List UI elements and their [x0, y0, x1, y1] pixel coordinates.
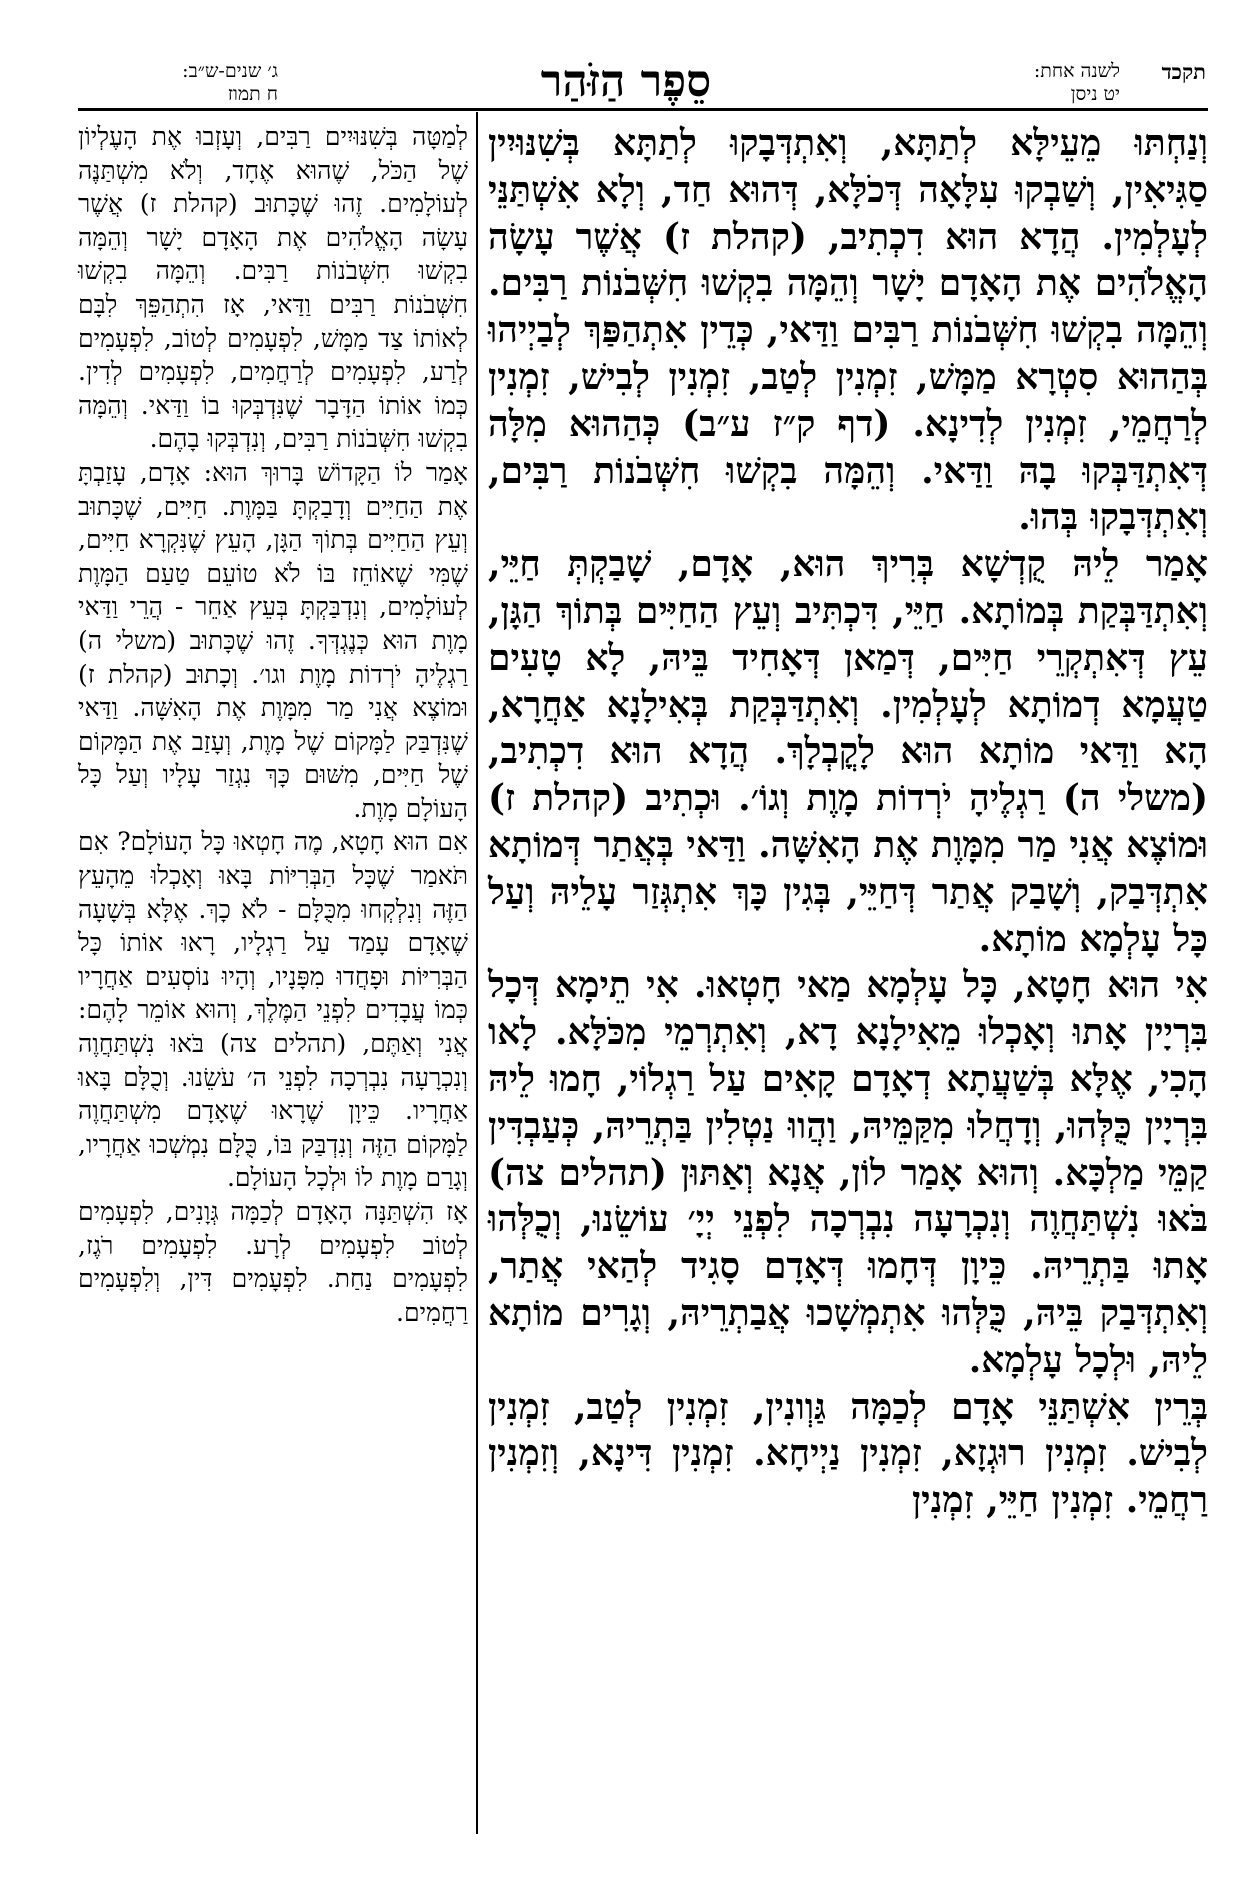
aramaic-paragraph-4: בְּרֵין אִשְׁתַּנֵּי אָדָם לְכַמָּה גַּוְונִין, זִמְנִין לְטַב, זִמְנִין לְבִישׁ. זִמְנִין רוּגְזָא, זִמְנִין נַיְיחָא. זִמְנִין דִּינָא, וְזִמְנִין רַחֲמֵי. זִמְנִין חַיֵּי, זִמְנִין [488, 1385, 1208, 1522]
book-title: סֵפֶר הַזֹּהַר [540, 56, 712, 107]
aramaic-paragraph-3: אִי הוּא חָטָא, כָּל עָלְמָא מַאי חָטְאוּ. אִי תֵימָא דְּכָל בִּרְיָין אָתוּ וְאָכְלוּ מֵאִילָנָא דָא, וְאִתְרְמֵי מִכֹּלָּא. לָאו הָכִי, אֶלָּא בְּשַׁעֲתָא דְאָדָם קָאִים עַל רַגְלוֹי, חָמוּ לֵיהּ בִּרְיָין כֻּלְּהוּ, וְדָחֲלוּ מִקַּמֵּיהּ, וַהֲווּ נַטְלִין בַּתְרֵיהּ, כְּעַבְדִּין קַמֵּי מַלְכָּא. וְהוּא אָמַר לוֹן, אֲנָא וְאַתּוּן (תהלים צה) בֹּאוּ נִשְׁתַּחֲוֶה וְנִכְרָעָה נִבְרְכָה לִפְנֵי יְיָ׳ עוֹשֵׂנוּ, וְכֻלְּהוּ אָתוּ בַּתְרֵיהּ. כֵּיוָן דְּחָמוּ דְּאָדָם סָגִיד לְהַאי אֲתַר, וְאִתְדְּבַק בֵּיהּ, כֻּלְּהוּ אִתְמְשָׁכוּ אֲבַתְרֵיהּ, וְגָרִים מוֹתָא לֵיהּ, וּלְכָל עָלְמָא. [488, 964, 1209, 1381]
hebrew-translation-column [78, 120, 468, 1329]
one-year-cycle [920, 60, 1120, 106]
three-year-cycle [78, 60, 278, 106]
one-year-cycle-label: לשנה אחת: [1033, 60, 1120, 82]
hebrew-paragraph-4: אָז הִשְׁתַּנָּה הָאָדָם לְכַמָּה גְּוָנִים, לִפְעָמִים לְטוֹב לִפְעָמִים לְרָע. לִפְעָמִים רֹגֶז, לִפְעָמִים נַחַת. לִפְעָמִים דִּין, וְלִפְעָמִים רַחֲמִים. [78, 1197, 468, 1327]
hebrew-paragraph-2: אָמַר לוֹ הַקָּדוֹשׁ בָּרוּךְ הוּא: אָדָם, עָזַבְתָּ אֶת הַחַיִּים וְדָבַקְתָּ בַּמָּוֶת. חַיִּים, שֶׁכָּתוּב וְעֵץ הַחַיִּים בְּתוֹךְ הַגָּן, הָעֵץ שֶׁנִּקְרָא חַיִּים, שֶׁמִּי שֶׁאוֹחֵז בּוֹ לֹא טוֹעֵם טַעַם הַמָּוֶת לְעוֹלָמִים, וְנִדְבַּקְתָּ בְּעֵץ אַחֵר - הֲרֵי וַדַּאי מָוֶת הוּא כְּנֶגְדְּךָ. זֶהוּ שֶׁכָּתוּב (משלי ה) רַגְלֶיהָ יֹרְדוֹת מָוֶת וגו׳. וְכָתוּב (קהלת ז) וּמוֹצֶא אֲנִי מַר מִמָּוֶת אֶת הָאִשָּׁה. וַדַּאי שֶׁנִּדְבַּק לַמָּקוֹם שֶׁל מָוֶת, וְעָזַב אֶת הַמָּקוֹם שֶׁל חַיִּים, מִשּׁוּם כָּךְ נִגְזַר עָלָיו וְעַל כָּל הָעוֹלָם מָוֶת. [78, 457, 468, 823]
header-rule [78, 108, 1208, 111]
three-year-cycle-label: ג׳ שנים-ש״ב: [182, 60, 278, 82]
three-year-cycle-date: ח תמוז [227, 83, 278, 105]
one-year-cycle-date: יט ניסן [1070, 83, 1120, 105]
aramaic-paragraph-1: וְנַחְתּוּ מֵעֵילָּא לְתַתָּא, וְאִתְדְּבָקוּ לְתַתָּא בְּשִׁנּוּיִין סַגִּיאִין, וְשַׁבְקוּ עִלָּאָה דְּכֹלָּא, דְּהוּא חַד, וְלָא אִשְׁתַּנֵּי לְעָלְמִין. הֲדָא הוּא דִכְתִיב, (קהלת ז) אֲשֶׁר עָשָׂה הָאֱלֹהִים אֶת הָאָדָם יָשָׁר וְהֵמָּה בִקְשׁוּ חִשְּׁבֹנוֹת רַבִּים. וְהֵמָּה בִקְשׁוּ חִשְּׁבֹנוֹת רַבִּים וַדַּאי, כְּדֵין אִתְהַפַּךְ לְבַיְיהוּ בְּהַהוּא סִטְרָא מַמָּשׁ, זִמְנִין לְטַב, זִמְנִין לְבִישׁ, זִמְנִין לְרַחֲמֵי, זִמְנִין לְדִינָא. (דף ק״ז ע״ב) כְּהַהוּא מִלָּה דְּאִתְדַּבְּקוּ בָהּ וַדַּאי. וְהֵמָּה בִקְשׁוּ חִשְּׁבֹנוֹת רַבִּים, וְאִתְדְּבָקוּ בְּהוּ. [488, 122, 1208, 539]
hebrew-paragraph-1: לְמַטָּה בְּשִׁנּוּיִים רַבִּים, וְעָזְבוּ אֶת הָעֶלְיוֹן שֶׁל הַכֹּל, שֶׁהוּא אֶחָד, וְלֹא מִשְׁתַּנֶּה לְעוֹלָמִים. זֶהוּ שֶׁכָּתוּב (קהלת ז) אֲשֶׁר עָשָׂה הָאֱלֹהִים אֶת הָאָדָם יָשָׁר וְהֵמָּה בִקְשׁוּ חִשְּׁבֹנוֹת רַבִּים. וְהֵמָּה בִקְשׁוּ חִשְּׁבֹנוֹת רַבִּים וַדַּאי, אָז הִתְהַפֵּךְ לִבָּם לְאוֹתוֹ צַד מַמָּשׁ, לִפְעָמִים לְטוֹב, לִפְעָמִים לְרַע, לִפְעָמִים לְרַחֲמִים, לִפְעָמִים לְדִין. כְּמוֹ אוֹתוֹ הַדָּבָר שֶׁנִּדְבְּקוּ בוֹ וַדַּאי. וְהֵמָּה בִקְשׁוּ חִשְּׁבֹנוֹת רַבִּים, וְנִדְבְּקוּ בָהֶם. [78, 122, 468, 454]
hebrew-paragraph-3: אִם הוּא חָטָא, מֶה חָטְאוּ כָּל הָעוֹלָם? אִם תֹּאמַר שֶׁכָּל הַבְּרִיּוֹת בָּאוּ וְאָכְלוּ מֵהָעֵץ הַזֶּה וְנִלְקְחוּ מִכֻּלָּם - לֹא כָךְ. אֶלָּא בְּשָׁעָה שֶׁאָדָם עָמַד עַל רַגְלָיו, רָאוּ אוֹתוֹ כָּל הַבְּרִיּוֹת וּפָחֲדוּ מִפָּנָיו, וְהָיוּ נוֹסְעִים אַחֲרָיו כְּמוֹ עֲבָדִים לִפְנֵי הַמֶּלֶךְ, וְהוּא אוֹמֵר לָהֶם: אֲנִי וְאַתֶּם, (תהלים צה) בֹּאוּ נִשְׁתַּחֲוֶה וְנִכְרָעָה נִבְרְכָה לִפְנֵי ה׳ עֹשֵׂנוּ. וְכֻלָּם בָּאוּ אַחֲרָיו. כֵּיוָן שֶׁרָאוּ שֶׁאָדָם מִשְׁתַּחֲוֶה לַמָּקוֹם הַזֶּה וְנִדְבַּק בּוֹ, כֻּלָּם נִמְשְׁכוּ אַחֲרָיו, וְגָרַם מָוֶת לוֹ וּלְכָל הָעוֹלָם. [78, 827, 468, 1193]
page-number: תקכד [1161, 59, 1206, 84]
aramaic-paragraph-2: אָמַר לֵיהּ קֻדְשָׁא בְּרִיךְ הוּא, אָדָם, שָׁבַקְתְּ חַיֵּי, וְאִתְדַּבְּקַת בְּמוֹתָא. חַיֵּי, דִּכְתִּיב וְעֵץ הַחַיִּים בְּתוֹךְ הַגָּן, עֵץ דְּאִתְקְרֵי חַיִּים, דְּמַאן דְּאָחִיד בֵּיהּ, לָא טָעִים טַעֲמָא דְמוֹתָא לְעָלְמִין. וְאִתְדַּבְּקַת בְּאִילָנָא אַחֲרָא, הָא וַדַּאי מוֹתָא הוּא לָקֳבְלָךְ. הֲדָא הוּא דִכְתִיב, (משלי ה) רַגְלֶיהָ יֹרְדוֹת מָוֶת וְגוֹ׳. וּכְתִיב (קהלת ז) וּמוֹצֶא אֲנִי מַר מִמָּוֶת אֶת הָאִשָּׁה. וַדַּאי בְּאֲתַר דְּמוֹתָא אִתְדְּבַק, וְשָׁבַק אֲתַר דְּחַיֵּי, בְּגִין כָּךְ אִתְגְּזַר עָלֵיהּ וְעַל כָּל עָלְמָא מוֹתָא. [488, 543, 1208, 960]
aramaic-column [488, 120, 1208, 1524]
column-divider [476, 112, 478, 1834]
